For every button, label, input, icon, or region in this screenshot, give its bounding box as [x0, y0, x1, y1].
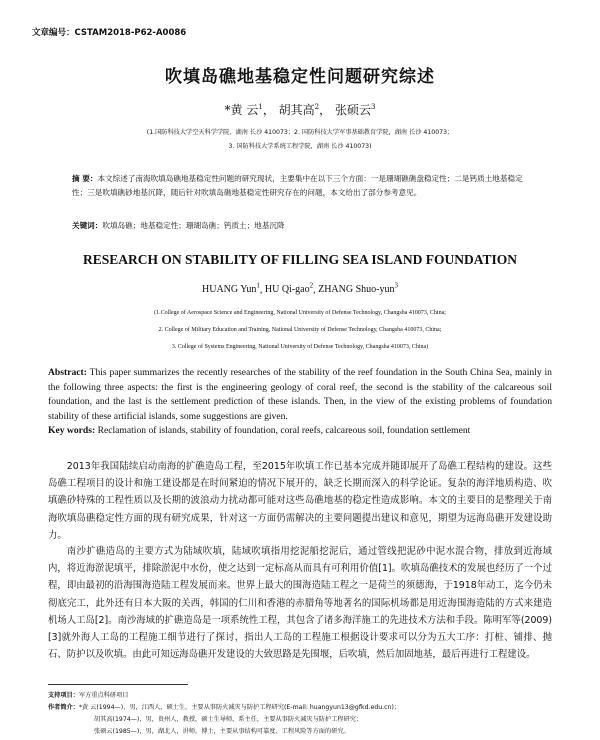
abstract-en: [48, 366, 552, 424]
authors-cn: *黄 云$^1$， 胡其高$^2$， 张硕云$^3$: [224, 103, 376, 117]
footnote-author-bio: 作者简介：*黄 云(1994—)，男，江西人，硕士生，主要从事防火减灾与防护工程研究(E-mail: huangyun13@gfkd.edu.cn)；: [48, 704, 401, 711]
affiliation-en-line: 2. College of Military Education and Training, National University of Defense Technology, Changsha 410073, China;: [158, 327, 442, 333]
keywords-en: [48, 425, 552, 436]
abstract-en-label: Abstract:: [48, 367, 87, 378]
body-paragraph: 南沙扩礁造岛的主要方式为陆域吹填，陆域吹填指用挖泥船挖泥后，通过管线把泥砂中泥水混合物，排放到近海域内，将近海淤泥填平，排除淤泥中水份，使之达到一定标高从而具有可利用价值[1]。吹填岛礁技术的发展也经历了一个过程，即由最初的沿海围海造陆工程发展而来。世界上最大的围海造陆工程之一是荷兰的须德海，于1918年动工，迄今仍未彻底完工，此外还有日本大阪的关西，韩国的仁川和香港的赤腊角等地著名的国际机场都是用近海围海造陆的方式来建造机场人工岛[2]。南沙海域的扩礁造岛是一项系统性工程，其包含了诸多海洋施工的先进技术方法和手段。陈明军等(2009)[3]就外海人工岛的工程施工细节进行了探讨，指出人工岛的工程施工根据设计要求可以分为五大工序：打桩、铺排、抛石、防护以及吹填。由此可知远海岛礁开发建设的大致思路是先围堰，后吹填，然后加固地基，最后再进行工程建设。: [48, 546, 552, 661]
footnote-author-bio: 胡其高(1974—)，男，贵州人，教授，硕士生导师，系主任，主要从事防火减灾与防护工程研究；: [94, 716, 363, 723]
footnote-author-bio: 张硕云(1985—)，男，湖北人，讲师，博士，主要从事结构可靠度、工程风险等方面的研究。: [94, 728, 350, 735]
paper-title-cn: 吹填岛礁地基稳定性问题研究综述: [165, 67, 435, 87]
affiliation-en-line: 3. College of Systems Engineering, National University of Defense Technology, Changsha 410073, China): [171, 344, 429, 350]
keywords-cn-text: 吹填岛礁；地基稳定性；珊瑚岛礁；钙质土；地基沉降: [102, 221, 285, 230]
footnote-divider: [48, 684, 188, 685]
author-en: HU Qi-gao$^2$: [264, 282, 314, 296]
affiliation-cn-line: (1.国防科技大学空天科学学院，湖南 长沙 410073；2. 国防科技大学军事基础教育学院，湖南 长沙 410073；: [146, 129, 454, 136]
affiliation-en-line: (1.College of Aerospace Science and Engineering, National University of Defense Technology, Changsha 410073, China;: [154, 310, 446, 316]
keywords-en-label: Key words:: [48, 425, 96, 436]
footnote-funding: 支持项目：军方重点科研项目: [48, 692, 129, 699]
authors-en: HUANG Yun$^1$, HU Qi-gao$^2$, ZHANG Shuo-yun$^3$: [202, 282, 398, 296]
keywords-en-text: Reclamation of islands, stability of foundation, coral reefs, calcareous soil, foundation settlement: [97, 425, 471, 436]
author-en: HUANG Yun$^1$: [202, 282, 260, 296]
body-paragraph: 2013年我国陆续启动南海的扩礁造岛工程，至2015年吹填工作已基本完成并随即展开了岛礁工程结构的建设。这些岛礁工程项目的设计和施工建设都是在时间紧迫的情况下展开的，缺乏长期而深入的科学论证。复杂的海洋地质构造、吹填礁砂特殊的工程性质以及长期的波浪动力扰动都可能对这些岛礁地基的稳定性造成影响。本文的主要目的是整理关于南海吹填岛礁稳定性方面的现有研究成果，针对这一方面仍需解决的主要问题提出建议和意见，期望为远海岛礁开发建设助力。: [48, 461, 552, 541]
paper-title-en: RESEARCH ON STABILITY OF FILLING SEA ISLAND FOUNDATION: [83, 252, 517, 267]
abstract-cn-label: 摘 要：: [72, 174, 98, 183]
author-cn: *黄 云$^1$: [224, 103, 263, 117]
author-cn: 张硕云$^3$: [334, 103, 376, 117]
abstract-cn-text: 本文综述了南海吹填岛礁地基稳定性问题的研究现状，主要集中在以下三个方面：一是珊瑚礁礁盘稳定性；二是钙质土地基稳定性；三是吹填礁砂地基沉降，随后针对吹填岛礁地基稳定性研究存在的问题，本文给出了部分参考意见。: [72, 174, 523, 197]
document-id: 文章编号：CSTAM2018-P62-A0086: [32, 28, 187, 38]
keywords-cn-label: 关键词：: [72, 221, 103, 230]
abstract-cn: [72, 172, 532, 200]
abstract-en-text: This paper summarizes the recently researches of the stability of the reef foundation in the South China Sea, mainly in the following three aspects: the first is the engineering geology of coral reef, the second is the stability of the calcareous soil foundation, and the last is the settlement prediction of these islands. Then, in the view of the existing problems of foundation stability of these artificial islands, some suggestions are given.: [48, 367, 552, 422]
keywords-cn: [72, 220, 532, 231]
affiliation-cn-line: 3. 国防科技大学系统工程学院，湖南 长沙 410073): [228, 143, 372, 150]
author-cn: 胡其高$^2$: [278, 103, 320, 117]
author-en: ZHANG Shuo-yun$^3$: [318, 282, 398, 296]
